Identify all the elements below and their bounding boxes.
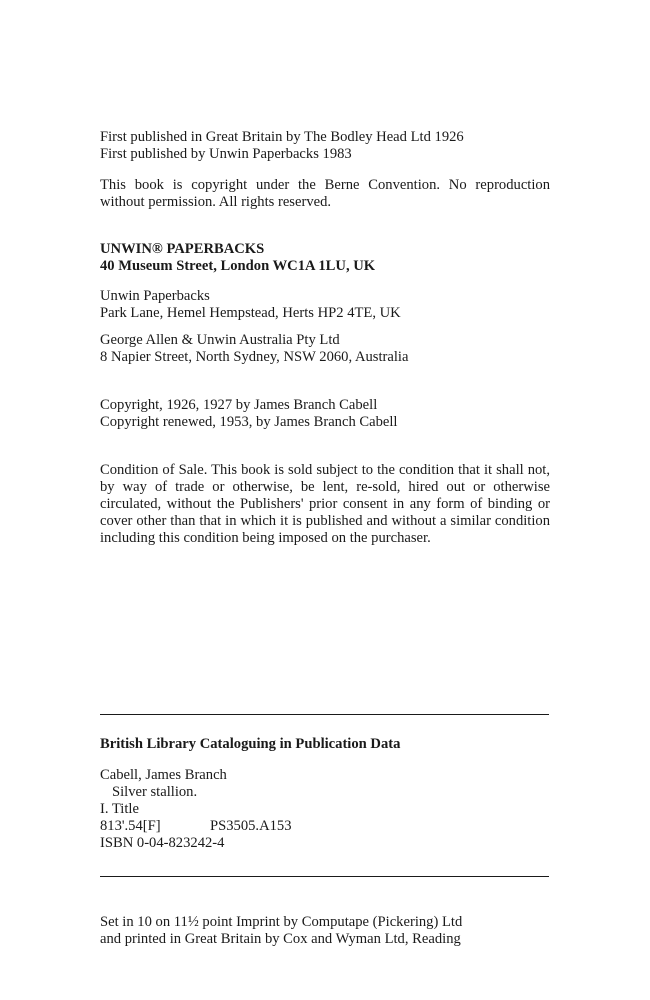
catalogue-title: Silver stallion. — [112, 784, 198, 800]
copyright-block — [100, 397, 550, 431]
unwin-address: Park Lane, Hemel Hempstead, Herts HP2 4TE, UK — [100, 305, 401, 321]
publication-line-2: First published by Unwin Paperbacks 1983 — [100, 146, 352, 162]
cataloguing-heading: British Library Cataloguing in Publication Data — [100, 736, 401, 752]
printing-block — [100, 914, 550, 948]
copyright-line-2: Copyright renewed, 1953, by James Branch Cabell — [100, 414, 398, 430]
publication-line-1: First published in Great Britain by The Bodley Head Ltd 1926 — [100, 129, 464, 145]
condition-of-sale: Condition of Sale. This book is sold subject to the condition that it shall not, by way of trade or otherwise, be lent, re-sold, hired out or otherwise circulated, without the Publishers' prior consent in any form of binding or cover other than that in which it is published and without a similar condition including this condition being imposed on the purchaser. — [100, 462, 550, 546]
catalogue-classification — [100, 818, 550, 835]
australia-address-block — [100, 332, 550, 366]
australia-address: 8 Napier Street, North Sydney, NSW 2060, Australia — [100, 349, 409, 365]
catalogue-subject: I. Title — [100, 801, 139, 817]
printing-line-2: and printed in Great Britain by Cox and Wyman Ltd, Reading — [100, 931, 461, 947]
copyright-notice: This book is copyright under the Berne Convention. No reproduction without permission. All rights reserved. — [100, 177, 550, 210]
copyright-line-1: Copyright, 1926, 1927 by James Branch Cabell — [100, 397, 378, 413]
catalogue-isbn: ISBN 0-04-823242-4 — [100, 835, 225, 851]
divider-bottom — [100, 876, 549, 877]
printing-line-1: Set in 10 on 11½ point Imprint by Computape (Pickering) Ltd — [100, 914, 463, 930]
publication-history — [100, 129, 550, 163]
catalogue-lc: PS3505.A153 — [210, 818, 292, 834]
publisher-name: UNWIN® PAPERBACKS — [100, 241, 265, 257]
unwin-address-block — [100, 288, 550, 322]
unwin-name: Unwin Paperbacks — [100, 288, 210, 304]
publisher-address: 40 Museum Street, London WC1A 1LU, UK — [100, 258, 376, 274]
catalogue-author: Cabell, James Branch — [100, 767, 227, 783]
divider-top — [100, 714, 549, 715]
cataloguing-data — [100, 767, 550, 852]
australia-name: George Allen & Unwin Australia Pty Ltd — [100, 332, 340, 348]
publisher-block — [100, 241, 550, 275]
catalogue-dewey: 813'.54[F] — [100, 818, 161, 834]
